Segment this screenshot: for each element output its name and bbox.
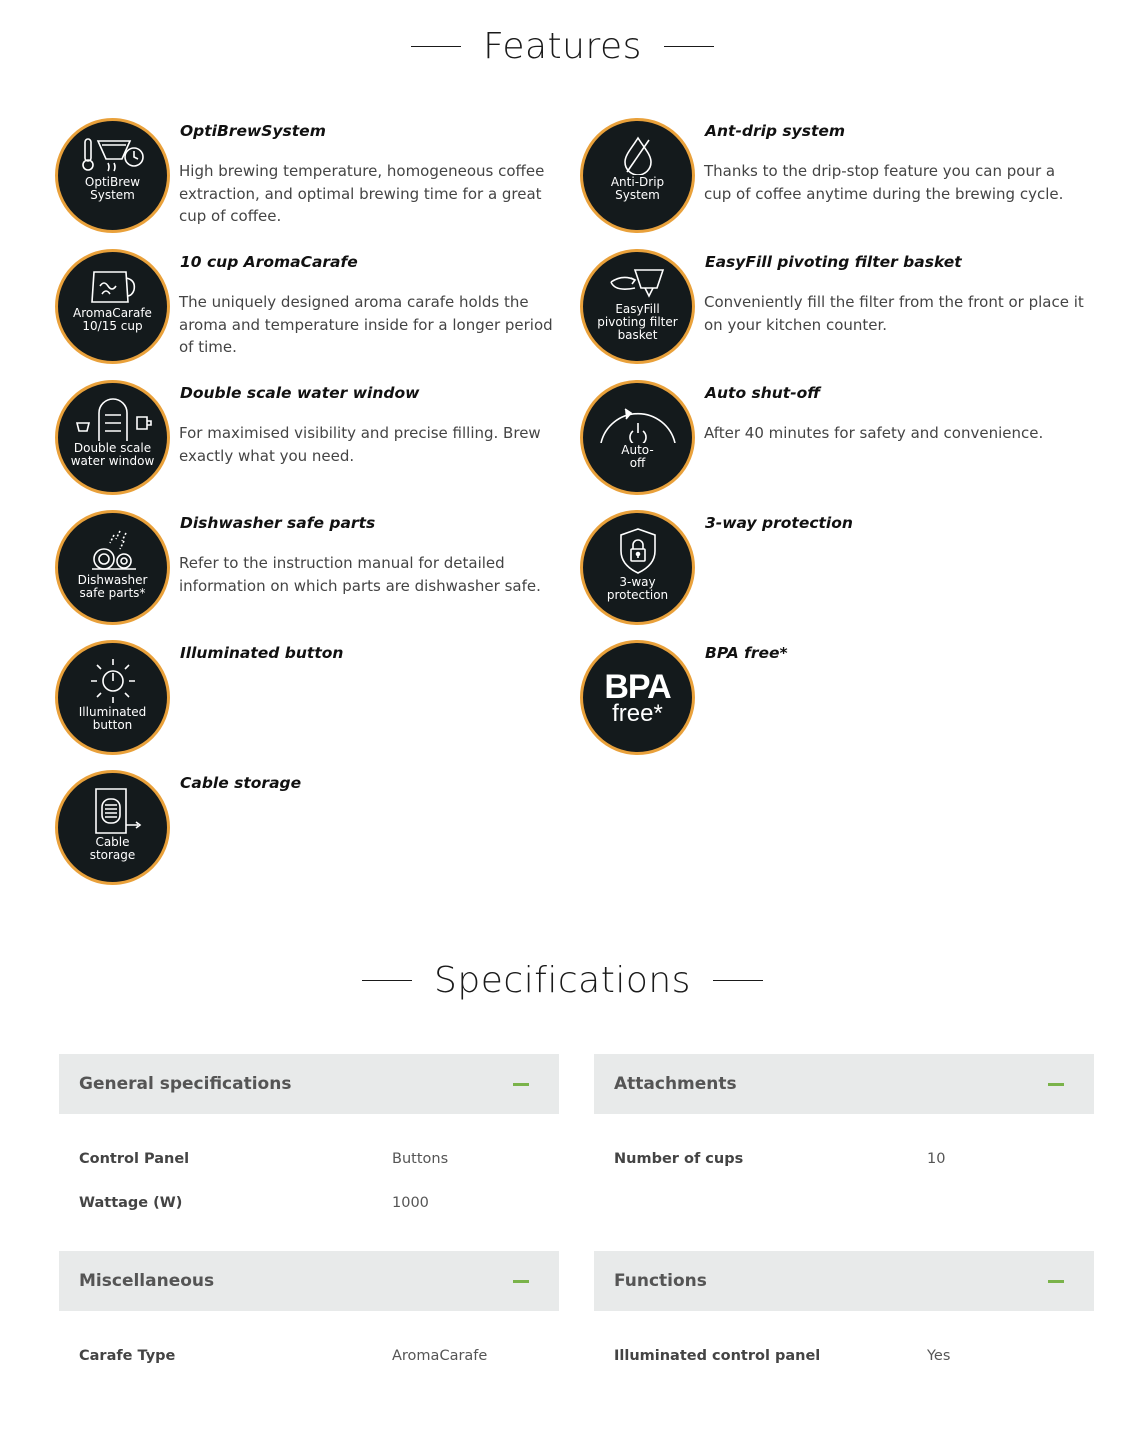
feature-easyfill: [580, 249, 1100, 369]
feature-title: Auto shut-off: [705, 384, 821, 402]
divider-right: [664, 46, 714, 47]
spec-group-miscellaneous-header[interactable]: [59, 1251, 559, 1311]
spec-label: Wattage (W): [79, 1195, 183, 1211]
cable-storage-badge: [55, 770, 170, 885]
illuminated-badge: [55, 640, 170, 755]
feature-title: EasyFill pivoting filter basket: [705, 253, 962, 271]
optibrew-badge: [55, 118, 170, 233]
spec-row: [59, 1348, 559, 1372]
water-window-icon: [73, 397, 153, 441]
feature-title: Cable storage: [180, 774, 302, 792]
spec-group-functions-header[interactable]: [594, 1251, 1094, 1311]
spec-label: Number of cups: [614, 1151, 744, 1167]
optibrew-badge-label: OptiBrew System: [84, 175, 141, 202]
spec-value: 1000: [392, 1195, 429, 1211]
feature-anti-drip: [580, 118, 1100, 238]
feature-auto-shutoff: [580, 380, 1100, 500]
feature-description: For maximised visibility and precise filling. Brew exactly what you need.: [179, 424, 541, 465]
carafe-icon: [80, 266, 146, 306]
feature-description: High brewing temperature, homogeneous coffee extraction, and optimal brewing time for a great cup of coffee.: [179, 162, 545, 225]
feature-title: 10 cup AromaCarafe: [180, 253, 358, 271]
dishwasher-icon: [80, 527, 146, 573]
collapse-icon[interactable]: [513, 1280, 529, 1283]
feature-cable-storage: [55, 770, 575, 890]
dishwasher-badge-label: Dishwasher safe parts*: [77, 573, 148, 600]
spec-group-general-header[interactable]: [59, 1054, 559, 1114]
feature-water-window: [55, 380, 575, 500]
collapse-icon[interactable]: [513, 1083, 529, 1086]
water-window-badge: [55, 380, 170, 495]
carafe-badge-label: AromaCarafe 10/15 cup: [73, 306, 152, 333]
feature-description: Refer to the instruction manual for detailed information on which parts are dishwasher safe.: [179, 554, 541, 595]
spec-row: [59, 1151, 559, 1175]
divider-right: [713, 980, 763, 981]
spec-group-title: Functions: [614, 1271, 707, 1291]
spec-value: 10: [927, 1151, 946, 1167]
feature-description: The uniquely designed aroma carafe holds the aroma and temperature inside for a longer period of time.: [179, 293, 553, 356]
spec-row: [594, 1151, 1094, 1175]
illuminated-button-icon: [80, 657, 146, 705]
anti-drip-badge: [580, 118, 695, 233]
feature-illuminated-button: [55, 640, 575, 760]
spec-value: Buttons: [392, 1151, 449, 1167]
cable-storage-badge-label: Cable storage: [89, 835, 136, 862]
feature-title: OptiBrewSystem: [180, 122, 326, 140]
divider-left: [411, 46, 461, 47]
spec-row: [594, 1348, 1094, 1372]
feature-dishwasher: [55, 510, 575, 630]
specifications-heading: [0, 960, 1125, 1001]
protection-badge-label: 3-way protection: [606, 575, 669, 602]
auto-off-badge: [580, 380, 695, 495]
feature-title: Double scale water window: [180, 384, 420, 402]
collapse-icon[interactable]: [1048, 1280, 1064, 1283]
spec-group-attachments-header[interactable]: [594, 1054, 1094, 1114]
bpa-free-badge: [580, 640, 695, 755]
feature-aromacarafe: [55, 249, 575, 369]
feature-description: After 40 minutes for safety and convenience.: [704, 424, 1044, 442]
easyfill-badge: [580, 249, 695, 364]
protection-badge: [580, 510, 695, 625]
features-title: Features: [483, 26, 642, 67]
free-text: free*: [612, 699, 663, 727]
spec-group-title: Miscellaneous: [79, 1271, 215, 1291]
optibrew-icon: [80, 135, 146, 175]
spec-label: Control Panel: [79, 1151, 190, 1167]
easyfill-badge-label: EasyFill pivoting filter basket: [597, 302, 678, 342]
anti-drip-badge-label: Anti-Drip System: [610, 175, 665, 202]
spec-value: AromaCarafe: [392, 1348, 488, 1364]
bpa-free-icon: [604, 667, 671, 727]
auto-off-icon: [593, 397, 683, 443]
feature-title: BPA free*: [705, 644, 788, 662]
feature-description: Thanks to the drip-stop feature you can pour a cup of coffee anytime during the brewing cycle.: [704, 162, 1064, 203]
feature-title: Ant-drip system: [705, 122, 846, 140]
auto-off-badge-label: Auto- off: [621, 443, 654, 470]
spec-group-title: Attachments: [614, 1074, 737, 1094]
spec-group-title: General specifications: [79, 1074, 292, 1094]
collapse-icon[interactable]: [1048, 1083, 1064, 1086]
anti-drip-icon: [605, 135, 671, 175]
cable-storage-icon: [80, 787, 146, 835]
water-window-badge-label: Double scale water window: [70, 441, 155, 468]
feature-optibrew: [55, 118, 575, 238]
shield-lock-icon: [605, 527, 671, 575]
feature-title: Dishwasher safe parts: [180, 514, 376, 532]
spec-label: Illuminated control panel: [614, 1348, 821, 1364]
specifications-title: Specifications: [434, 960, 691, 1001]
divider-left: [362, 980, 412, 981]
spec-value: Yes: [927, 1348, 951, 1364]
feature-title: Illuminated button: [180, 644, 344, 662]
illuminated-badge-label: Illuminated button: [78, 705, 147, 732]
spec-row: [59, 1195, 559, 1219]
feature-bpa-free: [580, 640, 1100, 760]
feature-title: 3-way protection: [705, 514, 853, 532]
features-heading: [0, 26, 1125, 67]
dishwasher-badge: [55, 510, 170, 625]
filter-basket-icon: [605, 266, 671, 302]
bpa-text: BPA: [604, 667, 671, 706]
spec-label: Carafe Type: [79, 1348, 176, 1364]
carafe-badge: [55, 249, 170, 364]
feature-description: Conveniently fill the filter from the front or place it on your kitchen counter.: [704, 293, 1084, 334]
feature-3way-protection: [580, 510, 1100, 630]
